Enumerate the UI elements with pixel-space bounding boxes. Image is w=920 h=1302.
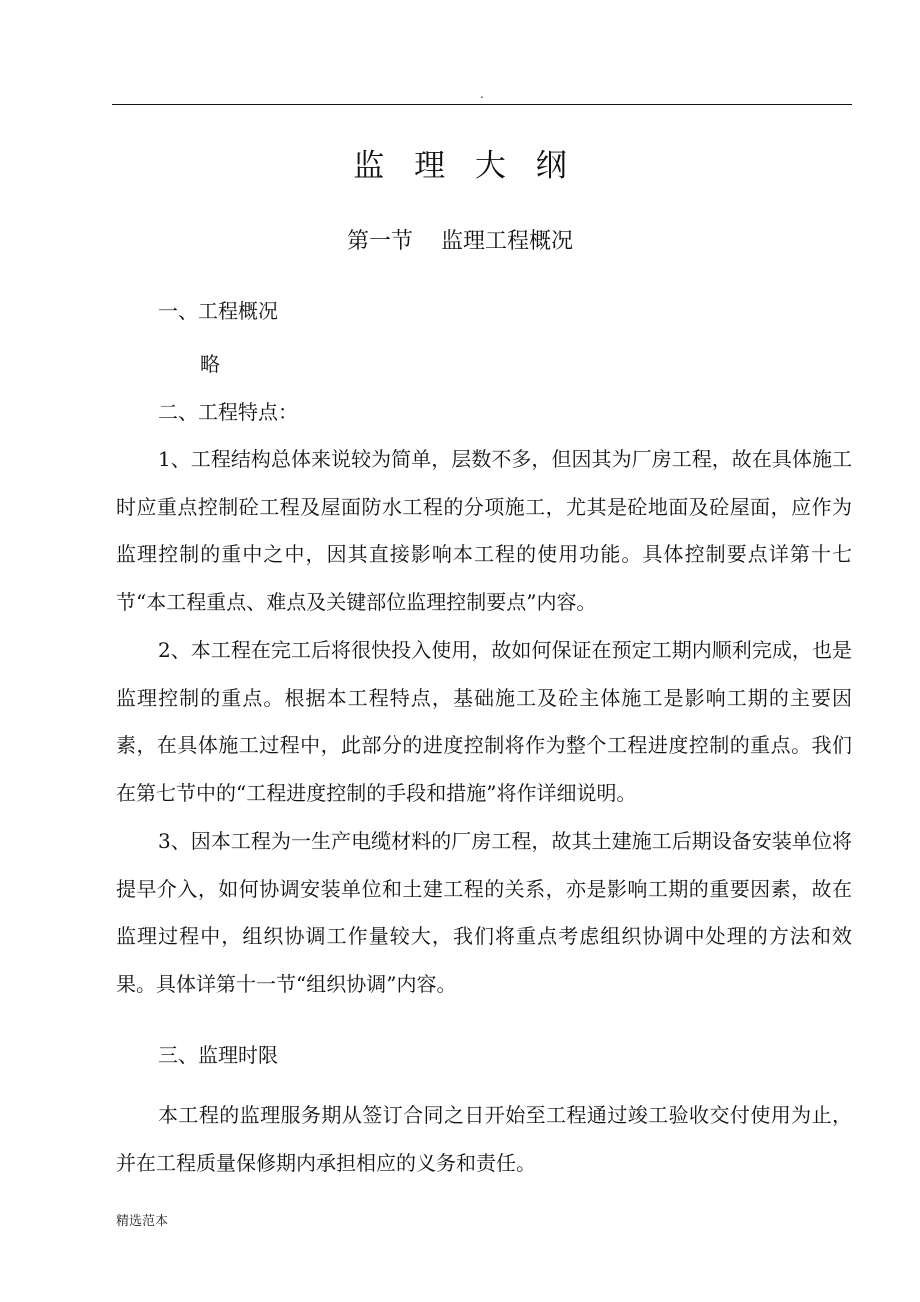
document-title: 监 理 大 纲 [353,148,577,184]
feature-paragraph-2: 2、本工程在完工后将很快投入使用，故如何保证在预定工期内顺利完成，也是监理控制的重点。根据本工程特点，基础施工及砼主体施工是影响工期的主要因素，在具体施工过程中，此部分的进度控制将作为整个工程进度控制的重点。我们在第七节中的“工程进度控制的手段和措施”将作详细说明。 [116,638,852,806]
supervision-period-paragraph: 本工程的监理服务期从签订合同之日开始至工程通过竣工验收交付使用为止，并在工程质量保修期内承担相应的义务和责任。 [116,1103,852,1175]
footer-text: 精选范本 [116,1214,169,1229]
feature-paragraph-1: 1、工程结构总体来说较为简单，层数不多，但因其为厂房工程，故在具体施工时应重点控制砼工程及屋面防水工程的分项施工，尤其是砼地面及砼屋面，应作为监理控制的重中之中，因其直接影响本工程的使用功能。具体控制要点详第十七节“本工程重点、难点及关键部位监理控制要点”内容。 [116,447,852,615]
heading-project-overview: 一、工程概况 [158,299,278,323]
header-rule [112,104,852,105]
header-dot: . [480,87,484,101]
section-title: 第一节 监理工程概况 [347,229,573,254]
overview-content: 略 [200,352,220,376]
heading-supervision-period: 三、监理时限 [158,1043,278,1067]
feature-paragraph-3: 3、因本工程为一生产电缆材料的厂房工程，故其土建施工后期设备安装单位将提早介入，如何协调安装单位和土建工程的关系，亦是影响工期的重要因素，故在监理过程中，组织协调工作量较大，我们将重点考虑组织协调中处理的方法和效果。具体详第十一节“组织协调”内容。 [116,829,852,997]
heading-project-features: 二、工程特点： [158,400,298,424]
